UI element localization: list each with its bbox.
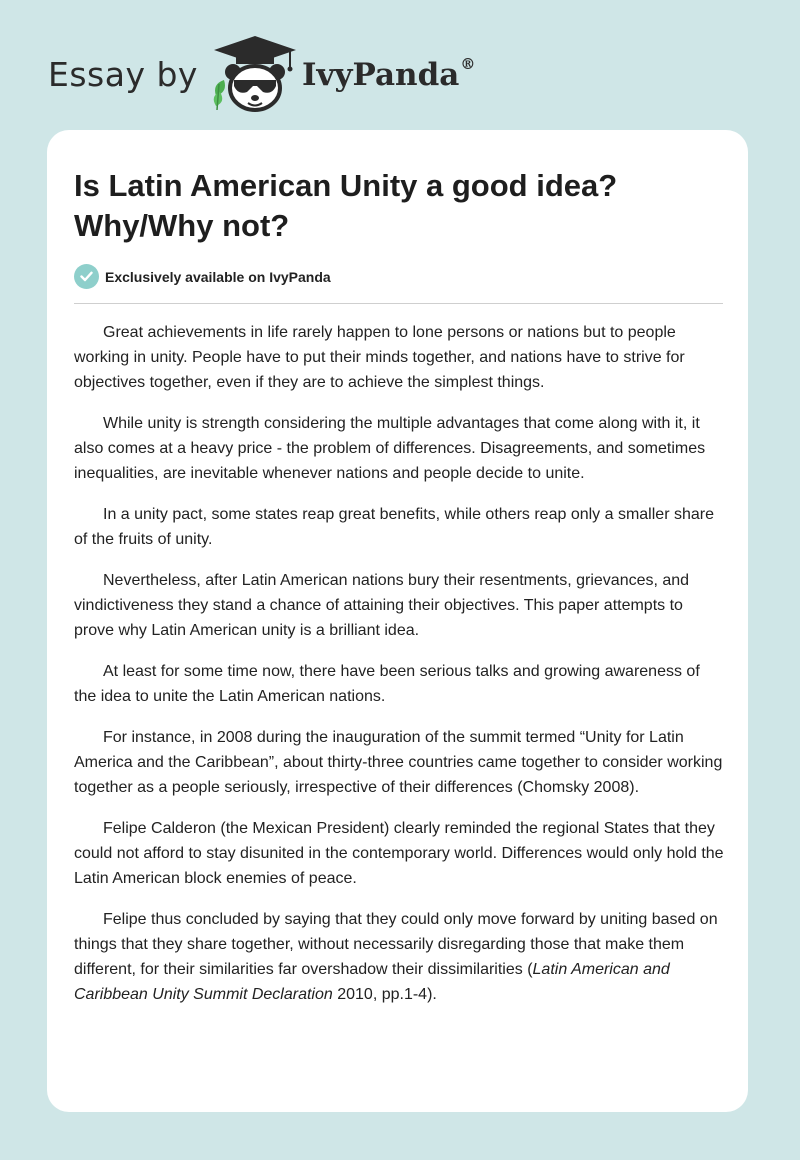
paragraph-1: Great achievements in life rarely happen to lone persons or nations but to people working in unity. People have to put their minds together, and nations have to strive for objectives together, even if they are to achieve the simplest things. bbox=[74, 324, 685, 391]
checkmark-glyph bbox=[80, 271, 93, 282]
brand-logo-link[interactable] bbox=[48, 34, 475, 114]
page-title: Is Latin American Unity a good idea? Why/Why not? bbox=[74, 168, 618, 243]
citation-title: Latin American and Caribbean Unity Summit Declaration bbox=[74, 961, 670, 1003]
essay-card bbox=[47, 130, 748, 1112]
paragraph-7: Felipe Calderon (the Mexican President) clearly reminded the regional States that they could not afford to stay disunited in the contemporary world. Differences would only hold the Latin American block enemies of peace. bbox=[74, 820, 724, 887]
paragraph-8-citation: 2010, pp.1-4). bbox=[332, 986, 437, 1003]
brand-prefix: Essay by bbox=[48, 54, 198, 94]
registered-mark: ® bbox=[460, 55, 476, 73]
divider bbox=[74, 303, 723, 304]
paragraph-4: Nevertheless, after Latin American nations bury their resentments, grievances, and vindictiveness they stand a chance of attaining their objectives. This paper attempts to prove why Latin American unity is a brilliant idea. bbox=[74, 572, 690, 639]
brand-name bbox=[302, 57, 475, 93]
panda-logo-icon bbox=[210, 34, 300, 114]
paragraph-8-text: Felipe thus concluded by saying that they could only move forward by uniting based on things that they share together, without necessarily disregarding those that make them different, for their similarities far overshadow their dissimilarities ( bbox=[74, 911, 718, 978]
exclusive-label: Exclusively available on IvyPanda bbox=[105, 268, 331, 285]
brand-name-text: IvyPanda bbox=[301, 57, 460, 93]
check-icon bbox=[74, 264, 99, 289]
essay-body bbox=[74, 320, 725, 1023]
paragraph-2: While unity is strength considering the multiple advantages that come along with it, it also comes at a heavy price - the problem of differences. Disagreements, and sometimes inequalities, are inevitable whenever nations and people decide to unite. bbox=[74, 415, 706, 482]
paragraph-3: In a unity pact, some states reap great benefits, while others reap only a smaller share of the fruits of unity. bbox=[74, 506, 714, 548]
paragraph-8 bbox=[74, 907, 725, 1007]
exclusive-badge bbox=[74, 264, 331, 289]
paragraph-5: At least for some time now, there have been serious talks and growing awareness of the idea to unite the Latin American nations. bbox=[74, 663, 700, 705]
paragraph-6: For instance, in 2008 during the inauguration of the summit termed “Unity for Latin America and the Caribbean”, about thirty-three countries came together to consider working together as a people seriously, irrespective of their differences (Chomsky 2008). bbox=[74, 729, 723, 796]
